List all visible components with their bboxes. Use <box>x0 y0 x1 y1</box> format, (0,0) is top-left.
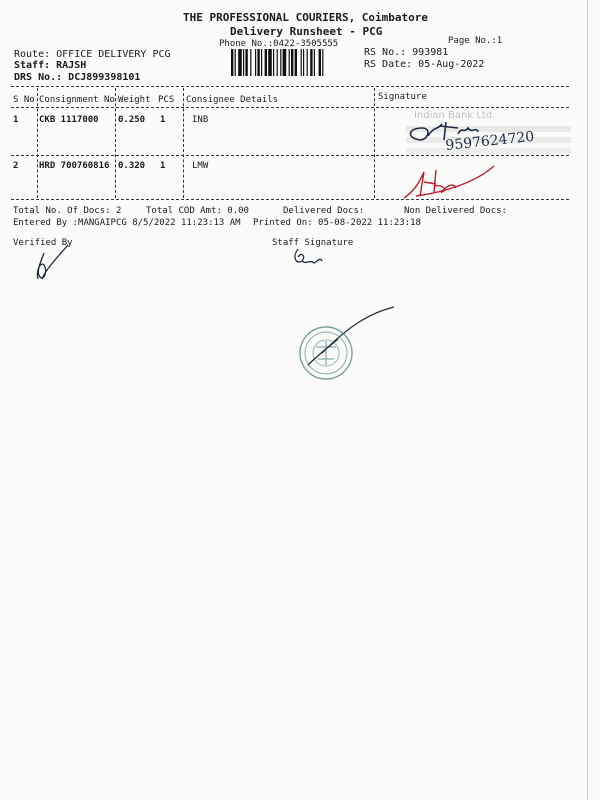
company-name: THE PROFESSIONAL COURIERS, Coimbatore <box>183 11 429 24</box>
row2-pcs: 1 <box>160 161 166 171</box>
row2-sno: 2 <box>13 161 19 171</box>
col-divider <box>183 88 184 198</box>
barcode-image <box>231 49 353 76</box>
row1-weight: 0.250 <box>118 115 146 125</box>
verified-by-label: Verified By <box>13 238 73 248</box>
row1-consignee: INB <box>192 115 209 125</box>
header-consignment: Consignment No <box>39 95 115 105</box>
delivered-docs: Delivered Docs: <box>283 206 365 216</box>
total-cod: Total COD Amt: 0.00 <box>146 206 249 216</box>
row2-weight: 0.320 <box>118 161 146 171</box>
printed-on: Printed On: 05-08-2022 11:23:18 <box>253 218 421 228</box>
col-divider <box>37 88 38 198</box>
bank-stamp-name: Indian Bank Ltd. <box>414 110 496 121</box>
phone-number: Phone No.:0422-3505555 <box>219 39 339 49</box>
staff-signature-mark <box>295 249 322 263</box>
document-title: Delivery Runsheet - PCG <box>230 25 383 38</box>
rs-date: RS Date: 05-Aug-2022 <box>364 59 485 70</box>
row1-pcs: 1 <box>160 115 166 125</box>
page-edge <box>587 0 588 800</box>
signature-column-marks <box>376 100 571 200</box>
round-seal-stamp <box>298 325 354 381</box>
handwritten-phone-number: 9597624720 <box>444 128 536 154</box>
row1-consignment: CKB 1117000 <box>39 115 99 125</box>
header-consignee: Consignee Details <box>186 95 279 105</box>
header-pcs: PCS <box>158 95 175 105</box>
page-number: Page No.:1 <box>448 36 503 46</box>
col-divider <box>115 88 116 198</box>
header-signature: Signature <box>378 92 427 102</box>
row2-consignment: HRD 700760816 <box>39 161 110 171</box>
route-label: Route: OFFICE DELIVERY PCG <box>14 49 171 60</box>
table-top-rule <box>11 86 569 87</box>
red-signature <box>404 166 494 198</box>
rs-number: RS No.: 993981 <box>364 47 449 58</box>
header-sno: S No <box>13 95 35 105</box>
total-docs: Total No. Of Docs: 2 <box>13 206 122 216</box>
staff-label: Staff: RAJSH <box>14 60 87 71</box>
entered-by: Entered By :MANGAIPCG 8/5/2022 11:23:13 AM <box>13 218 241 228</box>
col-divider <box>374 88 375 198</box>
non-delivered-docs: Non Delivered Docs: <box>404 206 507 216</box>
staff-signature-label: Staff Signature <box>272 238 354 248</box>
drs-number: DRS No.: DCJ899398101 <box>14 72 141 83</box>
header-weight: Weight <box>118 95 151 105</box>
verified-by-signature <box>37 245 68 279</box>
row1-sno: 1 <box>13 115 19 125</box>
row2-consignee: LMW <box>192 161 209 171</box>
